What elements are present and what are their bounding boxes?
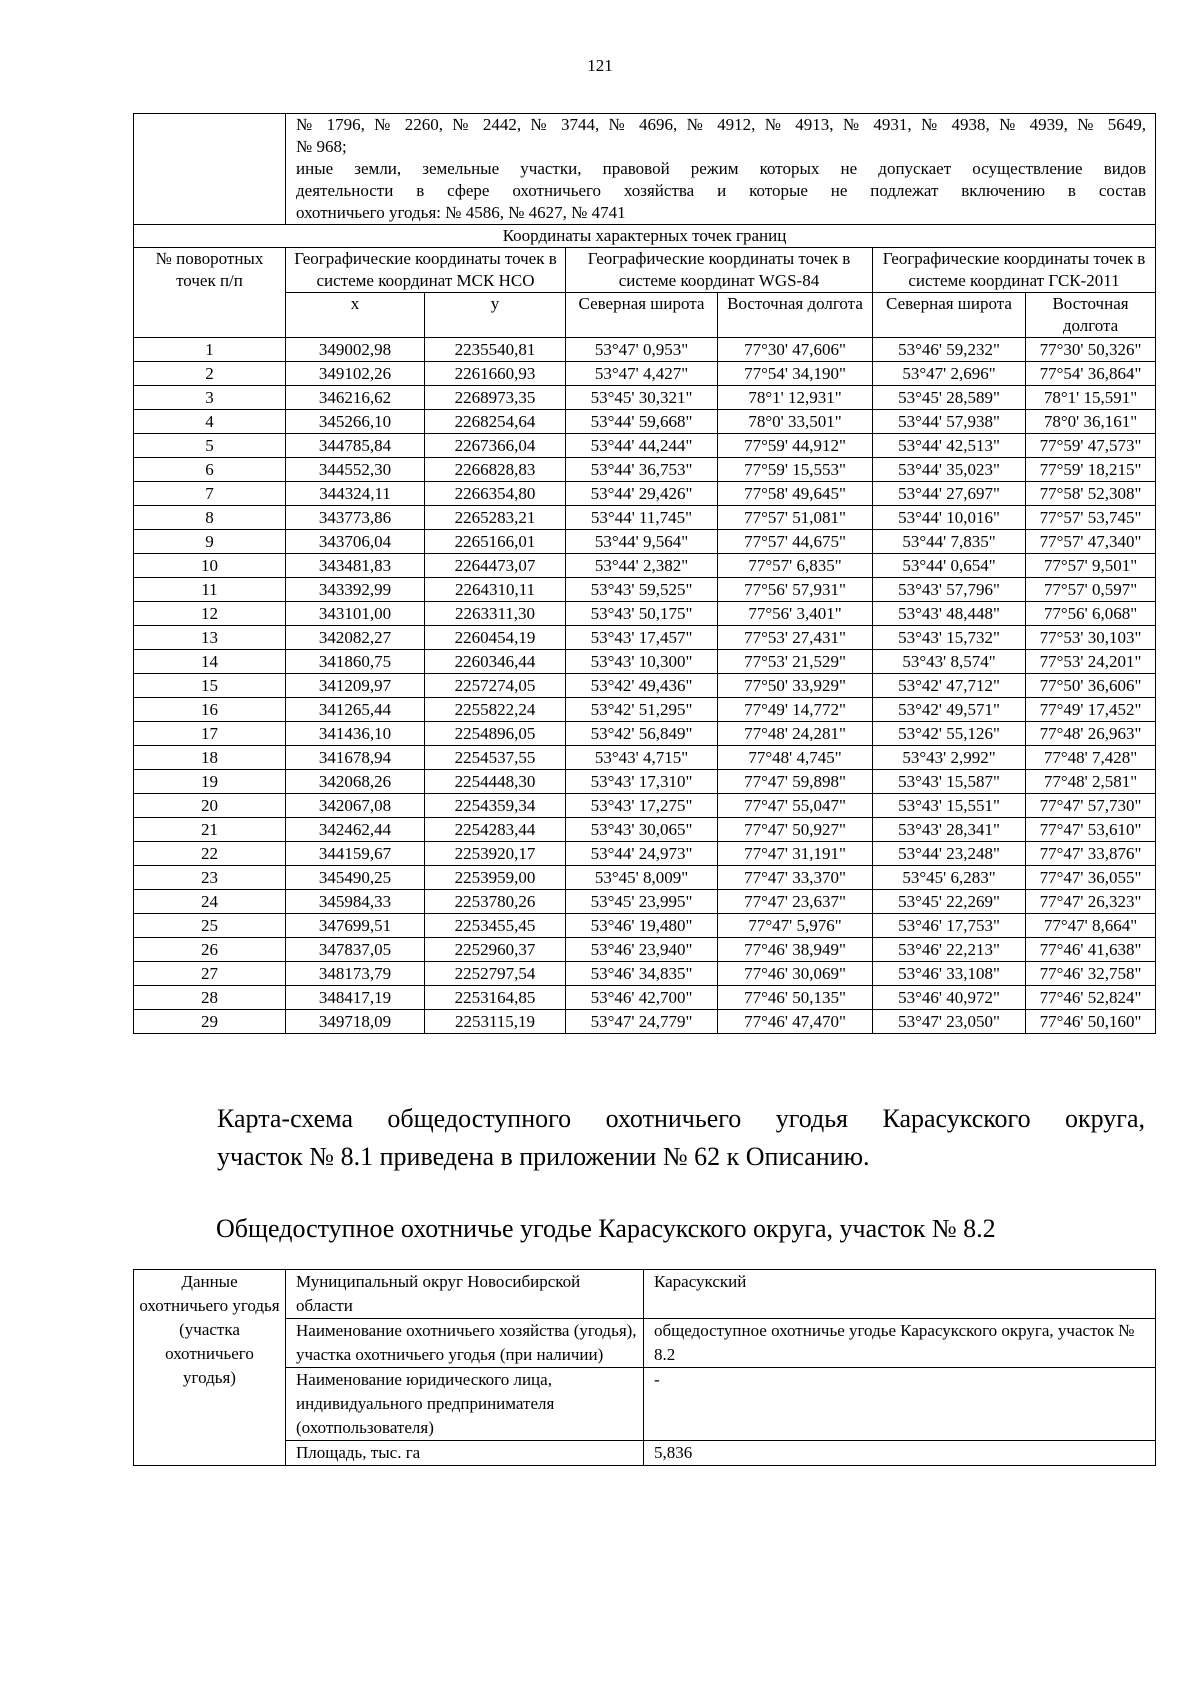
point-number-cell: 4 xyxy=(134,410,286,434)
wgs-east-cell: 77°46' 50,135" xyxy=(718,986,873,1010)
point-number-cell: 18 xyxy=(134,746,286,770)
gsk-east-cell: 77°56' 6,068" xyxy=(1026,602,1156,626)
wgs-east-cell: 77°47' 59,898" xyxy=(718,770,873,794)
y-cell: 2260454,19 xyxy=(425,626,566,650)
table-row xyxy=(134,1441,1156,1466)
wgs-north-cell: 53°46' 23,940" xyxy=(566,938,718,962)
wgs-north-cell: 53°47' 0,953" xyxy=(566,338,718,362)
table-row xyxy=(134,602,1156,626)
x-cell: 341436,10 xyxy=(286,722,425,746)
row-label: Наименование охотничьего хозяйства (угодья), участка охотничьего угодья (при наличии) xyxy=(286,1319,644,1368)
x-cell: 344552,30 xyxy=(286,458,425,482)
wgs-east-cell: 77°57' 51,081" xyxy=(718,506,873,530)
y-cell: 2253959,00 xyxy=(425,866,566,890)
x-cell: 342067,08 xyxy=(286,794,425,818)
row-label: Площадь, тыс. га xyxy=(286,1441,644,1466)
table-row xyxy=(134,554,1156,578)
gsk-north-cell: 53°42' 47,712" xyxy=(873,674,1026,698)
gsk-east-header: Восточная долгота xyxy=(1026,293,1156,338)
gsk-north-cell: 53°45' 28,589" xyxy=(873,386,1026,410)
note-empty-cell xyxy=(134,114,286,225)
wgs-north-cell: 53°43' 50,175" xyxy=(566,602,718,626)
x-cell: 343101,00 xyxy=(286,602,425,626)
y-cell: 2267366,04 xyxy=(425,434,566,458)
gsk-east-cell: 77°59' 47,573" xyxy=(1026,434,1156,458)
x-cell: 348173,79 xyxy=(286,962,425,986)
gsk-north-cell: 53°45' 22,269" xyxy=(873,890,1026,914)
gsk-north-cell: 53°42' 55,126" xyxy=(873,722,1026,746)
y-cell: 2254283,44 xyxy=(425,818,566,842)
point-number-cell: 11 xyxy=(134,578,286,602)
gsk-north-cell: 53°44' 23,248" xyxy=(873,842,1026,866)
point-number-cell: 10 xyxy=(134,554,286,578)
wgs-east-cell: 77°59' 15,553" xyxy=(718,458,873,482)
x-cell: 348417,19 xyxy=(286,986,425,1010)
x-cell: 341678,94 xyxy=(286,746,425,770)
wgs-north-cell: 53°44' 2,382" xyxy=(566,554,718,578)
wgs-north-cell: 53°43' 10,300" xyxy=(566,650,718,674)
coordinates-rows xyxy=(134,338,1156,1034)
gsk-east-cell: 77°57' 9,501" xyxy=(1026,554,1156,578)
paragraph-line: Карта-схема общедоступного охотничьего угодья Карасукского округа, xyxy=(217,1104,1145,1133)
x-header: х xyxy=(286,293,425,338)
subheader-row xyxy=(134,293,1156,338)
wgs-north-cell: 53°45' 30,321" xyxy=(566,386,718,410)
y-cell: 2235540,81 xyxy=(425,338,566,362)
wgs-north-cell: 53°42' 51,295" xyxy=(566,698,718,722)
gsk-north-cell: 53°43' 2,992" xyxy=(873,746,1026,770)
wgs-north-cell: 53°44' 44,244" xyxy=(566,434,718,458)
wgs-east-cell: 77°50' 33,929" xyxy=(718,674,873,698)
wgs-east-cell: 77°30' 47,606" xyxy=(718,338,873,362)
table-row xyxy=(134,1368,1156,1441)
gsk-north-cell: 53°46' 17,753" xyxy=(873,914,1026,938)
wgs-north-cell: 53°47' 4,427" xyxy=(566,362,718,386)
x-cell: 343392,99 xyxy=(286,578,425,602)
wgs-north-cell: 53°43' 17,310" xyxy=(566,770,718,794)
table-row xyxy=(134,794,1156,818)
table-row xyxy=(134,362,1156,386)
x-cell: 345266,10 xyxy=(286,410,425,434)
note-row xyxy=(134,114,1156,225)
wgs-north-cell: 53°44' 59,668" xyxy=(566,410,718,434)
gsk-north-cell: 53°44' 0,654" xyxy=(873,554,1026,578)
wgs-north-cell: 53°43' 17,275" xyxy=(566,794,718,818)
gsk-east-cell: 77°48' 26,963" xyxy=(1026,722,1156,746)
x-cell: 342068,26 xyxy=(286,770,425,794)
x-cell: 345984,33 xyxy=(286,890,425,914)
x-cell: 341209,97 xyxy=(286,674,425,698)
point-number-cell: 14 xyxy=(134,650,286,674)
table-row xyxy=(134,722,1156,746)
y-cell: 2254896,05 xyxy=(425,722,566,746)
table-row xyxy=(134,818,1156,842)
table-row xyxy=(134,458,1156,482)
gsk-north-cell: 53°43' 48,448" xyxy=(873,602,1026,626)
gsk-east-cell: 77°47' 26,323" xyxy=(1026,890,1156,914)
wgs-north-cell: 53°45' 8,009" xyxy=(566,866,718,890)
hunting-ground-table xyxy=(133,1269,1156,1466)
note-cell xyxy=(286,114,1156,225)
gsk-north-cell: 53°42' 49,571" xyxy=(873,698,1026,722)
section-heading: Общедоступное охотничье угодье Карасукского округа, участок № 8.2 xyxy=(216,1214,996,1243)
y-cell: 2268973,35 xyxy=(425,386,566,410)
point-number-cell: 20 xyxy=(134,794,286,818)
table-row xyxy=(134,386,1156,410)
point-number-cell: 19 xyxy=(134,770,286,794)
point-number-cell: 5 xyxy=(134,434,286,458)
wgs-east-cell: 77°47' 23,637" xyxy=(718,890,873,914)
table-row xyxy=(134,770,1156,794)
x-cell: 341265,44 xyxy=(286,698,425,722)
x-cell: 345490,25 xyxy=(286,866,425,890)
note-line: охотничьего угодья: № 4586, № 4627, № 4741 xyxy=(296,203,626,222)
table-row xyxy=(134,482,1156,506)
wgs-east-cell: 78°1' 12,931" xyxy=(718,386,873,410)
row-value: общедоступное охотничье угодье Карасукского округа, участок № 8.2 xyxy=(644,1319,1156,1368)
x-cell: 343481,83 xyxy=(286,554,425,578)
y-cell: 2253164,85 xyxy=(425,986,566,1010)
row-value: - xyxy=(644,1368,1156,1441)
y-cell: 2264310,11 xyxy=(425,578,566,602)
data-head-cell: Данные охотничьего угодья (участка охотничьего угодья) xyxy=(134,1270,286,1466)
gsk-east-cell: 77°59' 18,215" xyxy=(1026,458,1156,482)
wgs-north-cell: 53°43' 17,457" xyxy=(566,626,718,650)
table-row xyxy=(134,938,1156,962)
wgs-north-cell: 53°46' 34,835" xyxy=(566,962,718,986)
y-cell: 2266828,83 xyxy=(425,458,566,482)
x-cell: 347837,05 xyxy=(286,938,425,962)
x-cell: 344159,67 xyxy=(286,842,425,866)
y-cell: 2257274,05 xyxy=(425,674,566,698)
x-cell: 344324,11 xyxy=(286,482,425,506)
wgs-east-cell: 77°47' 55,047" xyxy=(718,794,873,818)
gsk-east-cell: 77°47' 36,055" xyxy=(1026,866,1156,890)
y-cell: 2260346,44 xyxy=(425,650,566,674)
y-cell: 2253780,26 xyxy=(425,890,566,914)
wgs-north-cell: 53°45' 23,995" xyxy=(566,890,718,914)
gsk-east-cell: 77°54' 36,864" xyxy=(1026,362,1156,386)
table-row xyxy=(134,578,1156,602)
gsk-east-cell: 77°53' 24,201" xyxy=(1026,650,1156,674)
point-number-cell: 15 xyxy=(134,674,286,698)
wgs-group-header: Географические координаты точек в системе координат WGS-84 xyxy=(566,248,873,293)
x-cell: 346216,62 xyxy=(286,386,425,410)
page-number: 121 xyxy=(587,56,613,75)
gsk-east-cell: 77°46' 50,160" xyxy=(1026,1010,1156,1034)
x-cell: 342082,27 xyxy=(286,626,425,650)
table-row xyxy=(134,1319,1156,1368)
point-number-cell: 1 xyxy=(134,338,286,362)
gsk-north-header: Северная широта xyxy=(873,293,1026,338)
gsk-north-cell: 53°43' 8,574" xyxy=(873,650,1026,674)
x-cell: 341860,75 xyxy=(286,650,425,674)
gsk-north-cell: 53°45' 6,283" xyxy=(873,866,1026,890)
y-cell: 2261660,93 xyxy=(425,362,566,386)
gsk-north-cell: 53°44' 42,513" xyxy=(873,434,1026,458)
point-number-cell: 17 xyxy=(134,722,286,746)
x-cell: 349102,26 xyxy=(286,362,425,386)
wgs-east-cell: 77°59' 44,912" xyxy=(718,434,873,458)
table-row xyxy=(134,1270,1156,1319)
gsk-group-header: Географические координаты точек в системе координат ГСК-2011 xyxy=(873,248,1156,293)
y-cell: 2252797,54 xyxy=(425,962,566,986)
gsk-east-cell: 77°57' 53,745" xyxy=(1026,506,1156,530)
paragraph-line: участок № 8.1 приведена в приложении № 62 к Описанию. xyxy=(217,1142,870,1171)
gsk-east-cell: 77°49' 17,452" xyxy=(1026,698,1156,722)
table-row xyxy=(134,674,1156,698)
point-number-cell: 7 xyxy=(134,482,286,506)
row-value: Карасукский xyxy=(644,1270,1156,1319)
table-row xyxy=(134,986,1156,1010)
wgs-north-cell: 53°44' 36,753" xyxy=(566,458,718,482)
gsk-east-cell: 77°47' 53,610" xyxy=(1026,818,1156,842)
wgs-east-cell: 77°54' 34,190" xyxy=(718,362,873,386)
wgs-east-cell: 77°46' 47,470" xyxy=(718,1010,873,1034)
point-number-cell: 29 xyxy=(134,1010,286,1034)
gsk-north-cell: 53°43' 15,551" xyxy=(873,794,1026,818)
wgs-north-cell: 53°42' 56,849" xyxy=(566,722,718,746)
y-cell: 2253455,45 xyxy=(425,914,566,938)
point-number-cell: 9 xyxy=(134,530,286,554)
gsk-east-cell: 77°47' 57,730" xyxy=(1026,794,1156,818)
gsk-north-cell: 53°44' 10,016" xyxy=(873,506,1026,530)
point-number-cell: 16 xyxy=(134,698,286,722)
note-line: № 1796, № 2260, № 2442, № 3744, № 4696, № 4912, № 4913, № 4931, № 4938, № 4939, № 5649, xyxy=(296,115,1147,134)
gsk-east-cell: 77°46' 32,758" xyxy=(1026,962,1156,986)
wgs-north-cell: 53°43' 59,525" xyxy=(566,578,718,602)
wgs-east-cell: 77°53' 27,431" xyxy=(718,626,873,650)
gsk-north-cell: 53°44' 57,938" xyxy=(873,410,1026,434)
gsk-east-cell: 77°48' 7,428" xyxy=(1026,746,1156,770)
table-row xyxy=(134,506,1156,530)
y-header: у xyxy=(425,293,566,338)
y-cell: 2263311,30 xyxy=(425,602,566,626)
wgs-east-cell: 77°47' 5,976" xyxy=(718,914,873,938)
wgs-north-cell: 53°44' 11,745" xyxy=(566,506,718,530)
caption-row xyxy=(134,225,1156,248)
y-cell: 2252960,37 xyxy=(425,938,566,962)
gsk-east-cell: 77°53' 30,103" xyxy=(1026,626,1156,650)
point-number-cell: 25 xyxy=(134,914,286,938)
wgs-north-cell: 53°44' 9,564" xyxy=(566,530,718,554)
map-reference-paragraph xyxy=(143,1100,1145,1176)
point-number-cell: 3 xyxy=(134,386,286,410)
header-row xyxy=(134,248,1156,293)
x-cell: 342462,44 xyxy=(286,818,425,842)
point-number-cell: 13 xyxy=(134,626,286,650)
y-cell: 2265283,21 xyxy=(425,506,566,530)
gsk-east-cell: 77°57' 0,597" xyxy=(1026,578,1156,602)
wgs-east-cell: 77°47' 33,370" xyxy=(718,866,873,890)
gsk-north-cell: 53°46' 22,213" xyxy=(873,938,1026,962)
y-cell: 2253115,19 xyxy=(425,1010,566,1034)
y-cell: 2254537,55 xyxy=(425,746,566,770)
x-cell: 344785,84 xyxy=(286,434,425,458)
point-number-cell: 2 xyxy=(134,362,286,386)
col-point-header: № поворотных точек п/п xyxy=(134,248,286,338)
gsk-north-cell: 53°43' 15,732" xyxy=(873,626,1026,650)
wgs-north-cell: 53°42' 49,436" xyxy=(566,674,718,698)
wgs-east-cell: 77°56' 57,931" xyxy=(718,578,873,602)
table-row xyxy=(134,338,1156,362)
table-row xyxy=(134,650,1156,674)
wgs-east-cell: 77°46' 38,949" xyxy=(718,938,873,962)
table-row xyxy=(134,626,1156,650)
wgs-east-cell: 77°56' 3,401" xyxy=(718,602,873,626)
gsk-north-cell: 53°43' 15,587" xyxy=(873,770,1026,794)
table-row xyxy=(134,842,1156,866)
y-cell: 2254359,34 xyxy=(425,794,566,818)
table-row xyxy=(134,866,1156,890)
gsk-east-cell: 77°47' 33,876" xyxy=(1026,842,1156,866)
wgs-north-cell: 53°43' 30,065" xyxy=(566,818,718,842)
note-line: деятельности в сфере охотничьего хозяйства и которые не подлежат включению в состав xyxy=(296,181,1147,200)
wgs-east-header: Восточная долгота xyxy=(718,293,873,338)
gsk-north-cell: 53°46' 33,108" xyxy=(873,962,1026,986)
wgs-north-cell: 53°44' 29,426" xyxy=(566,482,718,506)
point-number-cell: 27 xyxy=(134,962,286,986)
y-cell: 2253920,17 xyxy=(425,842,566,866)
wgs-east-cell: 77°57' 6,835" xyxy=(718,554,873,578)
wgs-east-cell: 77°48' 24,281" xyxy=(718,722,873,746)
x-cell: 343706,04 xyxy=(286,530,425,554)
table-caption: Координаты характерных точек границ xyxy=(134,225,1156,248)
gsk-east-cell: 78°0' 36,161" xyxy=(1026,410,1156,434)
wgs-north-cell: 53°44' 24,973" xyxy=(566,842,718,866)
gsk-east-cell: 77°30' 50,326" xyxy=(1026,338,1156,362)
row-label: Муниципальный округ Новосибирской области xyxy=(286,1270,644,1319)
wgs-east-cell: 77°46' 30,069" xyxy=(718,962,873,986)
gsk-north-cell: 53°47' 23,050" xyxy=(873,1010,1026,1034)
wgs-north-cell: 53°46' 42,700" xyxy=(566,986,718,1010)
wgs-east-cell: 77°47' 50,927" xyxy=(718,818,873,842)
wgs-north-header: Северная широта xyxy=(566,293,718,338)
point-number-cell: 6 xyxy=(134,458,286,482)
x-cell: 349002,98 xyxy=(286,338,425,362)
point-number-cell: 12 xyxy=(134,602,286,626)
wgs-east-cell: 77°47' 31,191" xyxy=(718,842,873,866)
x-cell: 347699,51 xyxy=(286,914,425,938)
gsk-east-cell: 78°1' 15,591" xyxy=(1026,386,1156,410)
table-row xyxy=(134,1010,1156,1034)
wgs-east-cell: 77°57' 44,675" xyxy=(718,530,873,554)
table-row xyxy=(134,434,1156,458)
x-cell: 349718,09 xyxy=(286,1010,425,1034)
y-cell: 2265166,01 xyxy=(425,530,566,554)
y-cell: 2264473,07 xyxy=(425,554,566,578)
x-cell: 343773,86 xyxy=(286,506,425,530)
y-cell: 2266354,80 xyxy=(425,482,566,506)
wgs-east-cell: 77°53' 21,529" xyxy=(718,650,873,674)
point-number-cell: 21 xyxy=(134,818,286,842)
coordinates-table xyxy=(133,113,1156,1034)
gsk-north-cell: 53°46' 59,232" xyxy=(873,338,1026,362)
wgs-east-cell: 77°49' 14,772" xyxy=(718,698,873,722)
table-row xyxy=(134,962,1156,986)
gsk-east-cell: 77°57' 47,340" xyxy=(1026,530,1156,554)
gsk-east-cell: 77°47' 8,664" xyxy=(1026,914,1156,938)
table-row xyxy=(134,530,1156,554)
wgs-east-cell: 77°58' 49,645" xyxy=(718,482,873,506)
gsk-north-cell: 53°44' 27,697" xyxy=(873,482,1026,506)
table-row xyxy=(134,914,1156,938)
gsk-east-cell: 77°50' 36,606" xyxy=(1026,674,1156,698)
msk-group-header: Географические координаты точек в системе координат МСК НСО xyxy=(286,248,566,293)
gsk-north-cell: 53°44' 35,023" xyxy=(873,458,1026,482)
wgs-north-cell: 53°47' 24,779" xyxy=(566,1010,718,1034)
wgs-north-cell: 53°43' 4,715" xyxy=(566,746,718,770)
wgs-north-cell: 53°46' 19,480" xyxy=(566,914,718,938)
table-row xyxy=(134,890,1156,914)
gsk-east-cell: 77°46' 52,824" xyxy=(1026,986,1156,1010)
gsk-north-cell: 53°44' 7,835" xyxy=(873,530,1026,554)
gsk-north-cell: 53°46' 40,972" xyxy=(873,986,1026,1010)
note-line: № 968; xyxy=(296,137,347,156)
gsk-north-cell: 53°47' 2,696" xyxy=(873,362,1026,386)
table-row xyxy=(134,746,1156,770)
wgs-east-cell: 77°48' 4,745" xyxy=(718,746,873,770)
y-cell: 2254448,30 xyxy=(425,770,566,794)
gsk-north-cell: 53°43' 57,796" xyxy=(873,578,1026,602)
gsk-north-cell: 53°43' 28,341" xyxy=(873,818,1026,842)
point-number-cell: 8 xyxy=(134,506,286,530)
row-label: Наименование юридического лица, индивидуального предпринимателя (охотпользователя) xyxy=(286,1368,644,1441)
point-number-cell: 24 xyxy=(134,890,286,914)
point-number-cell: 26 xyxy=(134,938,286,962)
y-cell: 2255822,24 xyxy=(425,698,566,722)
table-row xyxy=(134,698,1156,722)
gsk-east-cell: 77°46' 41,638" xyxy=(1026,938,1156,962)
point-number-cell: 28 xyxy=(134,986,286,1010)
gsk-east-cell: 77°58' 52,308" xyxy=(1026,482,1156,506)
point-number-cell: 22 xyxy=(134,842,286,866)
gsk-east-cell: 77°48' 2,581" xyxy=(1026,770,1156,794)
table-row xyxy=(134,410,1156,434)
point-number-cell: 23 xyxy=(134,866,286,890)
row-value: 5,836 xyxy=(644,1441,1156,1466)
note-line: иные земли, земельные участки, правовой режим которых не допускает осуществление видов xyxy=(296,159,1147,178)
wgs-east-cell: 78°0' 33,501" xyxy=(718,410,873,434)
y-cell: 2268254,64 xyxy=(425,410,566,434)
